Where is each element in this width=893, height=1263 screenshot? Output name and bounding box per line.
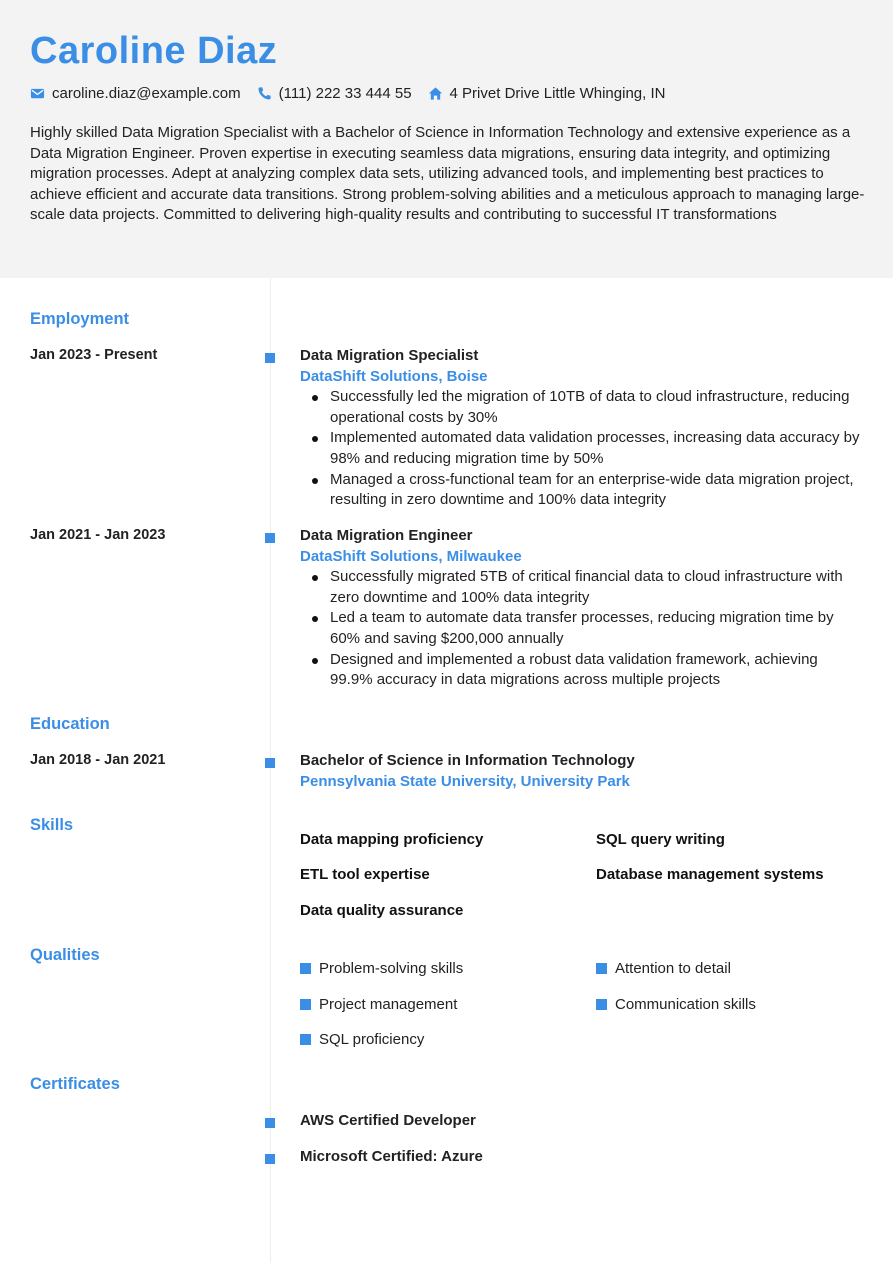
professional-summary: Highly skilled Data Migration Specialist with a Bachelor of Science in Information Technology and extensive experience as a Data Migration Engineer. Proven expertise in executing seamless data migrations, ensuring data integrity, and optimizing migration processes. Adept at analyzing complex data sets, utilizing advanced tools, and implementing best practices to achieve efficient and accurate data transitions. Strong problem-solving abilities and a meticulous approach to managing large-scale data projects. Committed to delivering high-quality results and contributing to successful IT transformations [30, 124, 865, 224]
degree-title: Bachelor of Science in Information Technology [300, 752, 635, 769]
achievement-item: Implemented automated data validation processes, increasing data accuracy by 98% and reducing migration time by 50% [300, 428, 860, 469]
skill-item: Data quality assurance [300, 902, 464, 919]
timeline-marker [265, 353, 275, 363]
square-bullet-icon [596, 999, 607, 1010]
achievement-item: Designed and implemented a robust data validation framework, achieving 99.9% accuracy in data migrations across multiple projects [300, 650, 860, 691]
timeline-divider [270, 278, 271, 1263]
contact-email[interactable] [30, 85, 241, 102]
quality-item [300, 960, 463, 977]
achievement-item: Successfully led the migration of 10TB of data to cloud infrastructure, reducing operational costs by 30% [300, 387, 860, 428]
education-entry [300, 751, 860, 792]
quality-item [300, 1031, 424, 1048]
quality-label: Attention to detail [615, 960, 731, 977]
certificate-item: Microsoft Certified: Azure [300, 1148, 483, 1165]
timeline-marker [265, 1118, 275, 1128]
job-achievements [300, 387, 860, 511]
quality-label: Project management [319, 996, 458, 1013]
contact-info [30, 85, 681, 102]
section-title-qualities: Qualities [30, 946, 100, 964]
school-name: Pennsylvania State University, University Park [300, 772, 630, 790]
timeline-marker [265, 533, 275, 543]
square-bullet-icon [300, 999, 311, 1010]
timeline-marker [265, 1154, 275, 1164]
job-achievements [300, 567, 860, 691]
skill-item: Data mapping proficiency [300, 831, 484, 848]
quality-label: Communication skills [615, 996, 756, 1013]
skill-item: Database management systems [596, 866, 824, 883]
square-bullet-icon [300, 963, 311, 974]
section-title-education: Education [30, 715, 110, 733]
skill-item: ETL tool expertise [300, 866, 430, 883]
quality-item [596, 996, 756, 1013]
resume-header [0, 0, 893, 278]
skill-item: SQL query writing [596, 831, 725, 848]
phone-text: (111) 222 33 444 55 [278, 85, 412, 102]
candidate-name: Caroline Diaz [30, 30, 278, 72]
certificate-item: AWS Certified Developer [300, 1112, 476, 1129]
achievement-item: Successfully migrated 5TB of critical financial data to cloud infrastructure with zero downtime and 100% data integrity [300, 567, 860, 608]
home-icon [428, 86, 443, 101]
job-entry [300, 526, 860, 691]
address-text: 4 Privet Drive Little Whinging, IN [449, 85, 666, 102]
job-company: DataShift Solutions, Boise [300, 367, 488, 385]
section-title-skills: Skills [30, 816, 74, 834]
contact-phone[interactable] [257, 85, 412, 102]
quality-item [596, 960, 731, 977]
mail-icon [30, 86, 45, 101]
quality-item [300, 996, 457, 1013]
quality-label: Problem-solving skills [319, 960, 464, 977]
job-dates: Jan 2023 - Present [30, 347, 158, 363]
square-bullet-icon [596, 963, 607, 974]
phone-icon [257, 86, 272, 101]
quality-label: SQL proficiency [319, 1031, 425, 1048]
email-text: caroline.diaz@example.com [52, 85, 241, 102]
job-title: Data Migration Engineer [300, 527, 473, 544]
job-entry [300, 346, 860, 511]
job-dates: Jan 2021 - Jan 2023 [30, 527, 166, 543]
education-dates: Jan 2018 - Jan 2021 [30, 752, 166, 768]
achievement-item: Led a team to automate data transfer processes, reducing migration time by 60% and saving $200,000 annually [300, 608, 860, 649]
achievement-item: Managed a cross-functional team for an enterprise-wide data migration project, resulting in zero downtime and 100% data integrity [300, 470, 860, 511]
job-company: DataShift Solutions, Milwaukee [300, 547, 522, 565]
section-title-certificates: Certificates [30, 1075, 120, 1093]
job-title: Data Migration Specialist [300, 347, 479, 364]
square-bullet-icon [300, 1034, 311, 1045]
timeline-marker [265, 758, 275, 768]
contact-address [428, 85, 666, 102]
section-title-employment: Employment [30, 310, 130, 328]
